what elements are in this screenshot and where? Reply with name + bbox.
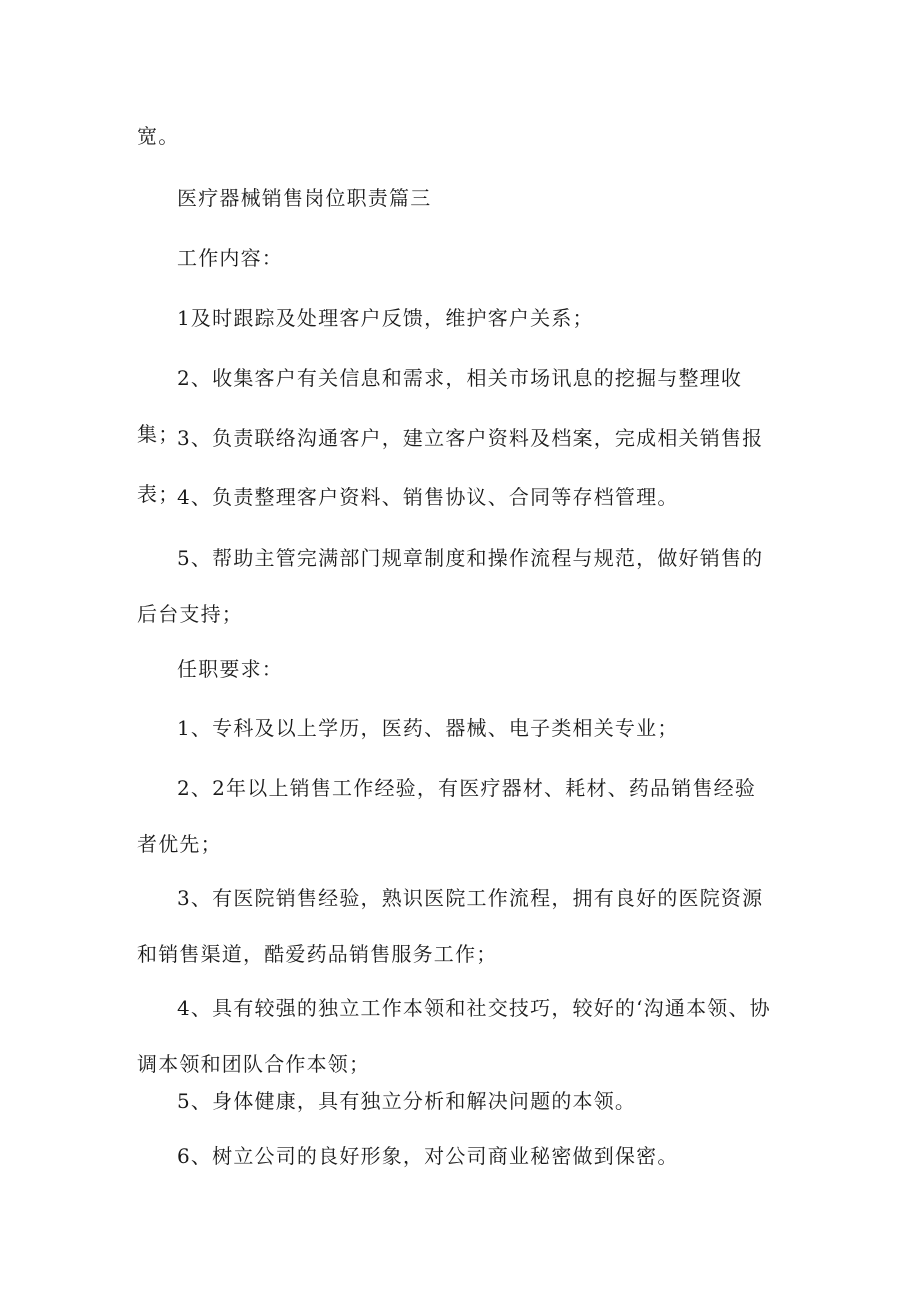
requirement-item-3: 3、有医院销售经验，熟识医院工作流程，拥有良好的医院资源和销售渠道，酷爱药品销售服务工作； — [137, 886, 764, 966]
requirement-item-5: 5、身体健康，具有独立分析和解决问题的本领。 — [177, 1089, 637, 1113]
requirements-label: 任职要求： — [177, 657, 283, 681]
work-item-3: 3、负责联络沟通客户，建立客户资料及档案，完成相关销售报表； — [137, 426, 764, 506]
requirement-item-1: 1、专科及以上学历，医药、器械、电子类相关专业； — [177, 716, 679, 740]
work-item-2: 2、收集客户有关信息和需求，相关市场讯息的挖掘与整理收集； — [137, 366, 743, 446]
work-item-1: 1及时跟踪及处理客户反馈，维护客户关系； — [177, 306, 594, 330]
requirement-item-6: 6、树立公司的良好形象，对公司商业秘密做到保密。 — [177, 1144, 679, 1168]
section-heading: 医疗器械销售岗位职责篇三 — [177, 186, 432, 210]
continued-text: 宽。 — [137, 124, 180, 148]
work-item-4: 4、负责整理客户资料、销售协议、合同等存档管理。 — [177, 485, 679, 509]
requirement-item-4: 4、具有较强的独立工作本领和社交技巧，较好的‘沟通本领、协调本领和团队合作本领； — [137, 996, 771, 1076]
work-content-label: 工作内容： — [177, 246, 283, 270]
requirement-item-2: 2、2年以上销售工作经验，有医疗器材、耗材、药品销售经验者优先； — [137, 776, 757, 856]
work-item-5: 5、帮助主管完满部门规章制度和操作流程与规范，做好销售的后台支持； — [137, 546, 764, 626]
